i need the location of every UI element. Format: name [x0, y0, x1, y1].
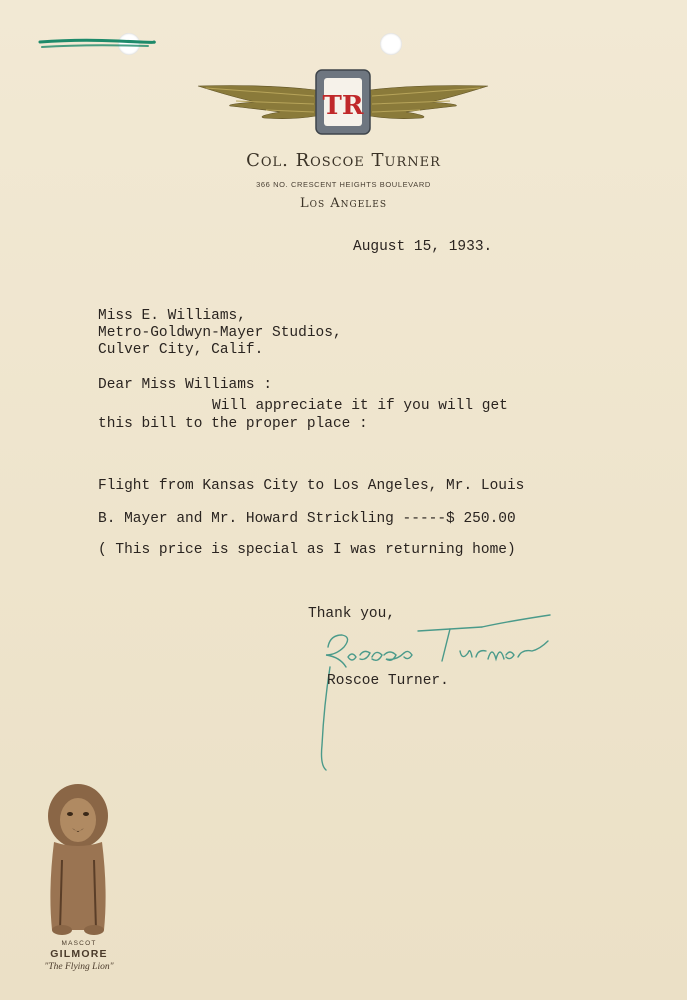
left-wing: [198, 86, 316, 119]
typed-signature-name: Roscoe Turner.: [327, 673, 449, 689]
salutation: Dear Miss Williams :: [98, 377, 273, 393]
closing: Thank you,: [308, 606, 396, 622]
letter-date: August 15, 1933.: [353, 239, 493, 255]
charge-line: ( This price is special as I was returning home): [98, 542, 516, 558]
lion-mascot-image: [34, 780, 122, 940]
charge-line: B. Mayer and Mr. Howard Strickling -----$ 250.00: [98, 511, 516, 527]
handwritten-signature: [300, 605, 560, 775]
letterhead-address: 366 NO. CRESCENT HEIGHTS BOULEVARD: [256, 180, 431, 189]
mascot-tagline: "The Flying Lion": [44, 962, 114, 972]
right-wing: [370, 86, 488, 119]
letterhead-city: Los Angeles: [299, 196, 388, 211]
green-highlight-mark: [38, 38, 156, 50]
recipient-line: Metro-Goldwyn-Mayer Studios,: [98, 325, 342, 341]
letterhead-name: Col. Roscoe Turner: [246, 150, 441, 171]
recipient-line: Miss E. Williams,: [98, 308, 246, 324]
punch-hole-right: [380, 33, 402, 55]
charge-line: Flight from Kansas City to Los Angeles, Mr. Louis: [98, 478, 525, 494]
body-line: Will appreciate it if you will get: [212, 398, 508, 414]
winged-logo: [196, 68, 490, 138]
body-line: this bill to the proper place :: [98, 416, 368, 432]
monogram-letters: TR: [322, 91, 364, 121]
mascot-label: MASCOT: [61, 940, 97, 947]
mascot-name: GILMORE: [50, 948, 108, 960]
recipient-line: Culver City, Calif.: [98, 342, 264, 358]
